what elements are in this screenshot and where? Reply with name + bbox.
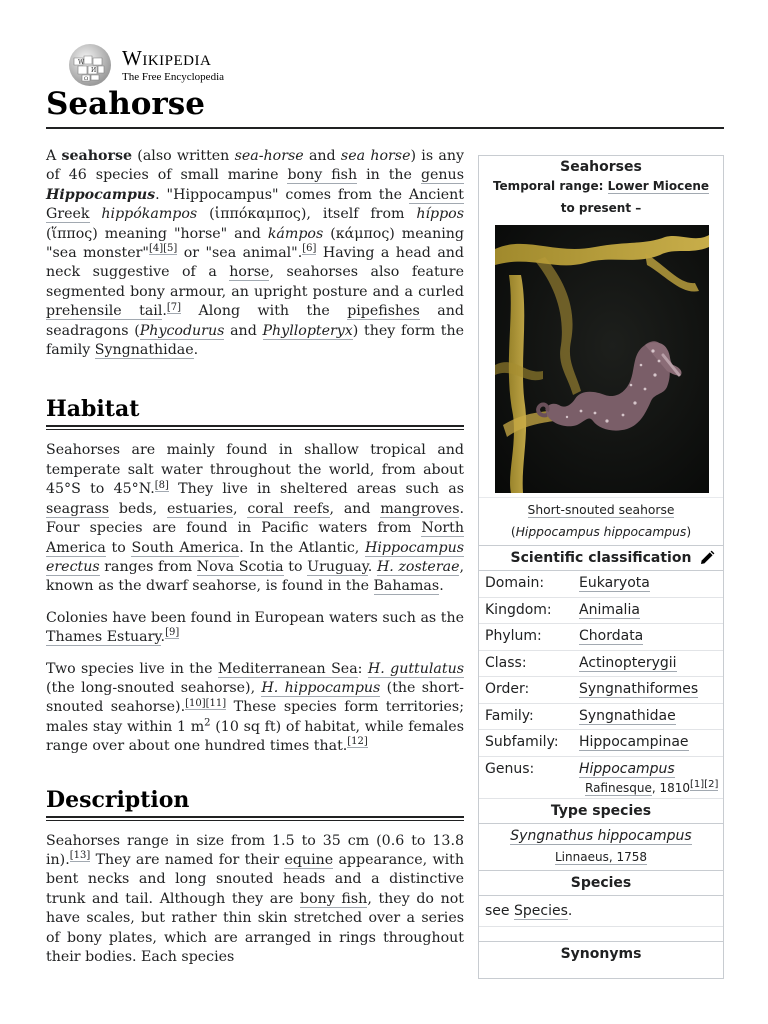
classification-row: Class: Actinopterygii: [479, 651, 723, 678]
link-rafinesque[interactable]: Rafinesque: [585, 781, 652, 795]
link-equine[interactable]: equine: [284, 851, 334, 868]
link-nova-scotia[interactable]: Nova Scotia: [196, 558, 284, 575]
wordmark-title: Wikipedia: [122, 45, 212, 70]
habitat-paragraph-3: Two species live in the Mediterranean Sea: H. guttulatus (the long-snouted seahorse), H. hippocampus (the short-snouted seahorse).[10][11] These species form territories; males stay within 1 $m^2$ (10 sq ft) of habitat, while females range over about one hundred times that.[12]: [46, 660, 464, 755]
classification-heading: [479, 545, 723, 571]
classification-row: Domain: Eukaryota: [479, 571, 723, 598]
ref-10-11[interactable]: [10][11]: [185, 697, 227, 709]
ref-6[interactable]: [6]: [302, 243, 317, 255]
svg-text:И: И: [91, 67, 97, 74]
link-horse[interactable]: horse: [229, 264, 270, 281]
link-bony-fish-2[interactable]: bony fish: [300, 890, 368, 907]
intro-paragraph: A seahorse (also written sea-horse and sea horse) is any of 46 species of small marine bony fish in the genus Hippocampus. "Hippocampus" comes from the Ancient Greek hippókampos (ἱππόκαμπος), itself from híppos (ἵππος) meaning "horse" and kámpos (κάμπος) meaning "sea monster"[4][5] or "sea animal".[6] Having a head and neck suggestive of a horse, seahorses also feature segmented bony armour, an upright posture and a curled prehensile tail.[7] Along with the pipefishes and seadragons (Phycodurus and Phyllopteryx) they form the family Syngnathidae.: [46, 148, 465, 359]
species-heading: Species: [479, 870, 723, 896]
genus-authority: Rafinesque, 1810[1][2]: [479, 778, 723, 799]
link-chordata[interactable]: Chordata: [579, 628, 644, 644]
species-see-also: see Species.: [479, 896, 723, 927]
wikipedia-globe-icon: [66, 42, 114, 88]
wikipedia-logo[interactable]: [66, 42, 224, 88]
svg-text:Ω: Ω: [84, 76, 89, 82]
link-h-zosterae[interactable]: H. zosterae: [376, 558, 460, 575]
link-hippocampus-genus[interactable]: Hippocampus: [579, 760, 675, 777]
type-species-name: [479, 824, 723, 848]
classification-row: Subfamily: Hippocampinae: [479, 730, 723, 757]
wordmark: [122, 45, 225, 83]
classification-table: [479, 571, 723, 799]
classification-row: Family: Syngnathidae: [479, 704, 723, 731]
link-eukaryota[interactable]: Eukaryota: [579, 575, 650, 591]
link-seagrass[interactable]: seagrass: [46, 500, 110, 517]
section-divider: [46, 425, 464, 430]
link-ancient-greek[interactable]: Ancient Greek: [46, 186, 464, 223]
link-syngnathidae[interactable]: Syngnathidae: [94, 342, 194, 359]
link-prehensile-tail[interactable]: prehensile tail: [46, 303, 163, 320]
section-heading-habitat: Habitat: [46, 396, 140, 423]
link-south-america[interactable]: South America: [131, 539, 240, 556]
ref-1-2[interactable]: [1][2]: [690, 779, 719, 790]
link-bony-fish[interactable]: bony fish: [287, 167, 358, 184]
seahorse-photo[interactable]: [495, 225, 709, 493]
section-heading-description: Description: [46, 786, 190, 813]
taxobox: [478, 155, 724, 979]
ref-7[interactable]: [7]: [166, 301, 182, 313]
link-type-species[interactable]: Type species: [550, 803, 652, 819]
classification-row-genus: Genus: Hippocampus: [485, 760, 675, 777]
link-actinopterygii[interactable]: Actinopterygii: [579, 654, 677, 671]
wordmark-subtitle: The Free Encyclopedia: [122, 70, 225, 83]
habitat-paragraph-1: Seahorses are mainly found in shallow tropical and temperate salt water throughout the world, from about 45°S to 45°N.[8] They live in sheltered areas such as seagrass beds, estuaries, coral reefs, and mangroves. Four species are found in Pacific waters from North America to South America. In the Atlantic, Hippocampus erectus ranges from Nova Scotia to Uruguay. H. zosterae, known as the dwarf seahorse, is found in the Bahamas.: [46, 442, 464, 595]
link-phyllopteryx[interactable]: Phyllopteryx: [262, 322, 353, 339]
link-hippocampus-erectus[interactable]: Hippocampus erectus: [46, 539, 464, 575]
temporal-range: Temporal range: Lower Miocene to present –: [492, 179, 710, 215]
type-species-heading: [479, 799, 723, 824]
pencil-icon[interactable]: [699, 550, 715, 566]
link-lower-miocene[interactable]: Lower Miocene: [607, 179, 710, 193]
page-title: Seahorse: [46, 86, 205, 122]
link-syngnathidae-family[interactable]: Syngnathidae: [579, 707, 676, 724]
classification-row: Kingdom: Animalia: [479, 598, 723, 625]
svg-text:W: W: [78, 59, 85, 66]
classification-row: Order: Syngnathiformes: [479, 677, 723, 704]
link-uruguay[interactable]: Uruguay: [307, 558, 368, 575]
link-bahamas[interactable]: Bahamas: [373, 578, 440, 595]
link-short-snouted-seahorse[interactable]: Short-snouted seahorse: [527, 503, 675, 517]
link-estuaries[interactable]: estuaries: [167, 500, 233, 517]
synonyms-heading: Synonyms: [479, 941, 723, 966]
link-animalia[interactable]: Animalia: [579, 601, 640, 618]
ref-12[interactable]: [12]: [347, 736, 368, 748]
link-thames-estuary[interactable]: Thames Estuary: [46, 629, 161, 646]
classification-row: Phylum: Chordata: [479, 624, 723, 651]
link-syngnathiformes[interactable]: Syngnathiformes: [579, 681, 699, 697]
link-syngnathus-hippocampus[interactable]: Syngnathus hippocampus: [510, 828, 692, 844]
ref-4-5[interactable]: [4][5]: [148, 243, 178, 255]
section-divider: [46, 816, 464, 821]
article-content: [46, 147, 464, 979]
link-genus[interactable]: genus: [420, 167, 464, 184]
link-species-section[interactable]: Species: [513, 903, 568, 919]
habitat-paragraph-2: Colonies have been found in European waters such as the Thames Estuary.[9]: [46, 609, 464, 646]
link-h-guttulatus[interactable]: H. guttulatus: [367, 660, 464, 677]
photo-caption: Short-snouted seahorse (Hippocampus hippocampus): [479, 497, 723, 543]
link-phycodurus[interactable]: Phycodurus: [139, 322, 225, 339]
ref-13[interactable]: [13]: [69, 850, 91, 862]
link-mangroves[interactable]: mangroves: [380, 500, 460, 517]
link-coral-reefs[interactable]: coral reefs: [247, 500, 330, 517]
link-scientific-classification[interactable]: Scientific classification: [510, 550, 692, 566]
ref-8[interactable]: [8]: [154, 479, 169, 491]
link-hippocampinae[interactable]: Hippocampinae: [579, 734, 689, 750]
taxobox-title: Seahorses: [560, 159, 642, 175]
link-mediterranean-sea[interactable]: Mediterranean Sea: [217, 660, 358, 677]
title-divider: [46, 127, 724, 129]
link-north-america[interactable]: North America: [46, 520, 464, 556]
link-linnaeus[interactable]: Linnaeus, 1758: [555, 850, 647, 864]
link-h-hippocampus[interactable]: H. hippocampus: [261, 679, 381, 696]
link-pipefishes[interactable]: pipefishes: [347, 303, 420, 320]
description-paragraph-1: Seahorses range in size from 1.5 to 35 cm (0.6 to 13.8 in).[13] They are named for their equine appearance, with bent necks and long snouted heads and a distinctive trunk and tail. Although they are bony fish, they do not have scales, but rather thin skin stretched over a series of bony plates, which are arranged in rings throughout their bodies. Each species: [46, 832, 464, 965]
ref-9[interactable]: [9]: [165, 627, 180, 639]
type-species-authority: [479, 848, 723, 870]
